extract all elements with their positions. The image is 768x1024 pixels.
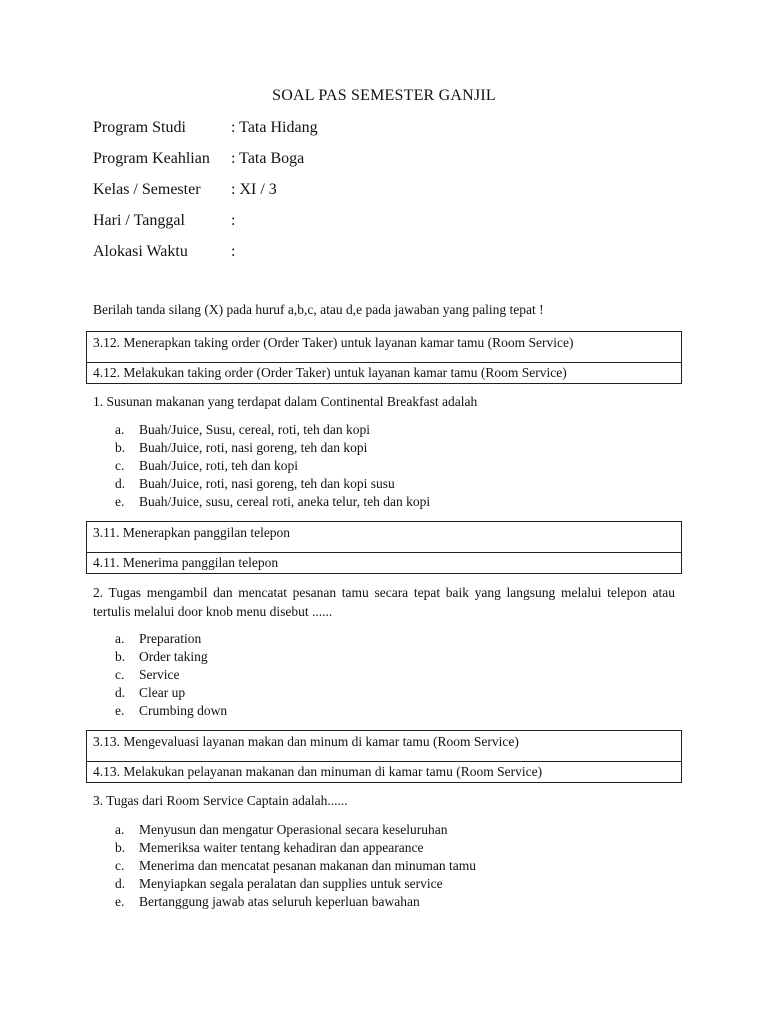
info-label: Alokasi Waktu (93, 243, 188, 260)
option-text: Buah/Juice, roti, teh dan kopi (139, 458, 298, 473)
option-d (115, 875, 476, 893)
competency-row: 4.13. Melakukan pelayanan makanan dan minuman di kamar tamu (Room Service) (87, 761, 681, 782)
option-letter: a. (115, 422, 125, 437)
option-text: Buah/Juice, susu, cereal roti, aneka telur, teh dan kopi (139, 494, 431, 509)
option-letter: a. (115, 631, 125, 646)
question-text: 1. Susunan makanan yang terdapat dalam Continental Breakfast adalah (93, 394, 478, 409)
option-text: Memeriksa waiter tentang kehadiran dan appearance (139, 840, 424, 855)
option-letter: d. (115, 685, 126, 700)
competency-box (86, 331, 682, 384)
option-a (115, 630, 227, 648)
option-text: Crumbing down (139, 703, 228, 718)
option-text: Buah/Juice, roti, nasi goreng, teh dan kopi (139, 440, 368, 455)
option-text: Menerima dan mencatat pesanan makanan dan minuman tamu (139, 858, 476, 873)
option-text: Preparation (139, 631, 202, 646)
option-letter: b. (115, 440, 126, 455)
option-text: Buah/Juice, roti, nasi goreng, teh dan kopi susu (139, 476, 395, 491)
option-b (115, 648, 227, 666)
option-b (115, 439, 430, 457)
competency-box (86, 730, 682, 783)
answer-options (115, 821, 476, 911)
info-value: : XI / 3 (231, 181, 277, 198)
competency-row: 3.12. Menerapkan taking order (Order Taker) untuk layanan kamar tamu (Room Service) (93, 335, 574, 350)
option-letter: e. (115, 894, 125, 909)
info-value: : Tata Hidang (231, 119, 318, 136)
option-letter: c. (115, 858, 125, 873)
option-text: Menyusun dan mengatur Operasional secara keseluruhan (139, 822, 448, 837)
instruction-text: Berilah tanda silang (X) pada huruf a,b,c, atau d,e pada jawaban yang paling tepat ! (93, 302, 544, 317)
option-c (115, 666, 227, 684)
option-letter: c. (115, 458, 125, 473)
question-text: 3. Tugas dari Room Service Captain adalah...... (93, 793, 348, 808)
competency-row: 4.12. Melakukan taking order (Order Taker) untuk layanan kamar tamu (Room Service) (87, 362, 681, 383)
option-text: Service (139, 667, 180, 682)
option-letter: c. (115, 667, 125, 682)
info-label: Program Studi (93, 119, 186, 136)
competency-row: 3.11. Menerapkan panggilan telepon (93, 525, 291, 540)
info-label: Program Keahlian (93, 150, 210, 167)
option-e (115, 893, 476, 911)
option-text: Order taking (139, 649, 208, 664)
option-b (115, 839, 476, 857)
option-text: Buah/Juice, Susu, cereal, roti, teh dan kopi (139, 422, 370, 437)
answer-options (115, 630, 227, 720)
info-value: : (231, 243, 236, 260)
info-label: Hari / Tanggal (93, 212, 185, 229)
info-label: Kelas / Semester (93, 181, 201, 198)
competency-row: 3.13. Mengevaluasi layanan makan dan minum di kamar tamu (Room Service) (93, 734, 519, 749)
option-letter: e. (115, 703, 125, 718)
option-e (115, 493, 430, 511)
competency-box (86, 521, 682, 574)
info-value: : (231, 212, 236, 229)
option-c (115, 857, 476, 875)
option-d (115, 475, 430, 493)
option-letter: a. (115, 822, 125, 837)
option-letter: e. (115, 494, 125, 509)
option-c (115, 457, 430, 475)
option-a (115, 421, 430, 439)
option-letter: d. (115, 876, 126, 891)
option-letter: b. (115, 649, 126, 664)
option-text: Clear up (139, 685, 186, 700)
info-value: : Tata Boga (231, 150, 305, 167)
page-title: SOAL PAS SEMESTER GANJIL (272, 87, 496, 104)
option-letter: b. (115, 840, 126, 855)
option-a (115, 821, 476, 839)
option-e (115, 702, 227, 720)
competency-row: 4.11. Menerima panggilan telepon (87, 552, 681, 573)
option-text: Menyiapkan segala peralatan dan supplies untuk service (139, 876, 443, 891)
option-letter: d. (115, 476, 126, 491)
answer-options (115, 421, 430, 511)
option-text: Bertanggung jawab atas seluruh keperluan bawahan (139, 894, 420, 909)
option-d (115, 684, 227, 702)
question-text: 2. Tugas mengambil dan mencatat pesanan tamu secara tepat baik yang langsung melalui telepon atau tertulis melalui door knob menu disebut ...... (93, 585, 675, 619)
